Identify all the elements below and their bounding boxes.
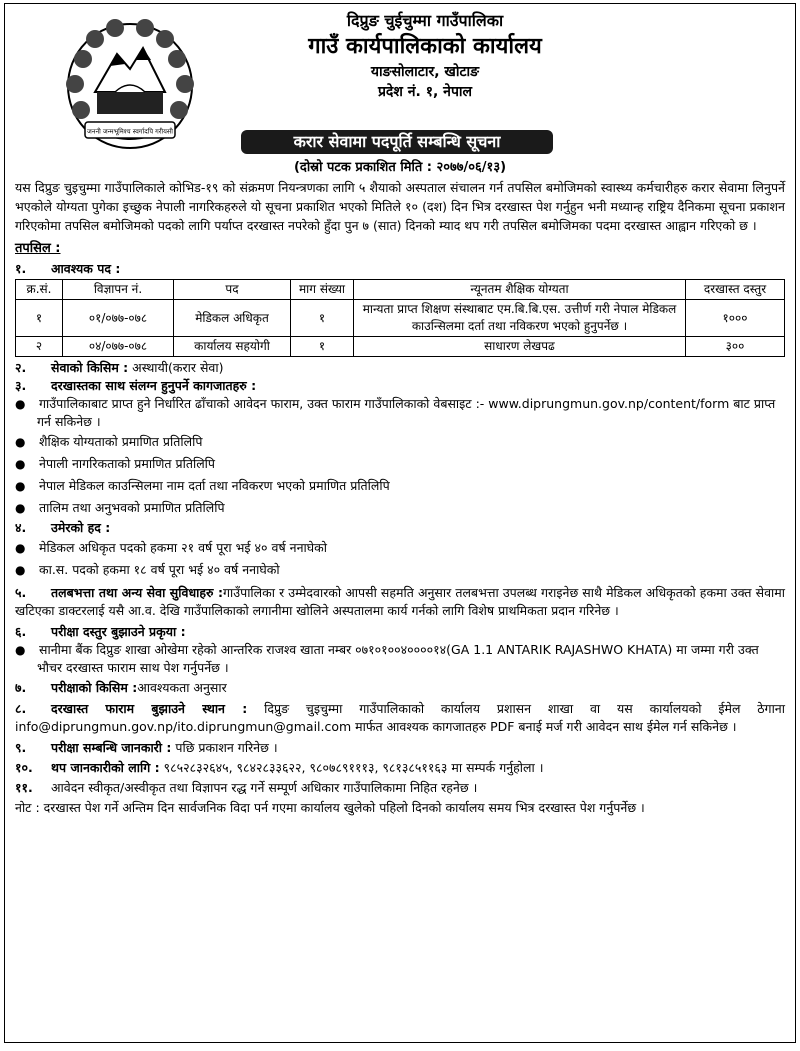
section-number: ७. [15,680,27,695]
section-11 [15,779,785,797]
section-label: परीक्षा दस्तुर बुझाउने प्रकृया : [51,624,186,639]
cell-post: मेडिकल अधिकृत [174,300,291,337]
fee-process-list [15,641,785,677]
notice-page [4,3,796,1043]
header [5,4,795,136]
list-item: ● शैक्षिक योग्यताको प्रमाणित प्रतिलिपि [37,431,785,453]
section-number: ४. [15,520,27,535]
intro-paragraph: यस दिप्रुङ चुइचुम्मा गाउँपालिकाले कोभिड-१९ को संक्रमण नियन्त्रणका लागि ५ शैयाको अस्पताल संचालन गर्न तपसिल बमोजिमको स्वास्थ्य कर्मचारीहरु करार सेवामा लिनुपर्ने भएकोले योग्यता पुगेका इच्छुक नेपाली नागरिकहरुले यो सूचना प्रकाशित भएको मितिले १० (दश) दिन भित्र दरखास्त पेश गर्नुहुन भनी मध्यान्ह राष्ट्रिय दैनिकमा सूचना प्रकाशन गरिएकोमा तपसिल बमोजिमको पदको लागि पर्याप्त दरखास्त नपरेको हुँदा पुन ७ (सात) दिनको म्याद थप गरी तपसिल बमोजिमका पदमा दरखास्त आह्वान गरिएको छ । [15,180,785,233]
section-3 [15,377,785,395]
cell-qualification: मान्यता प्राप्त शिक्षण संस्थाबाट एम.बि.बि.एस. उत्तीर्ण गरी नेपाल मेडिकल काउन्सिलमा दर्ता तथा नविकरण भएको हुनुपर्नेछ । [354,300,686,337]
list-item: ● मेडिकल अधिकृत पदको हकमा २१ वर्ष पूरा भई ४० वर्ष ननाघेको [37,537,785,559]
cell-qualification: साधारण लेखपढ [354,337,686,357]
cell-advert-no: ०१/०७७-०७८ [63,300,174,337]
documents-list [15,395,785,519]
section-number: ८. [15,701,27,716]
section-number: ३. [15,378,27,393]
list-item: ● नेपाली नागरिकताको प्रमाणित प्रतिलिपि [37,453,785,475]
section-1 [15,260,785,278]
municipality-name: दिप्रुङ चुईचुम्मा गाउँपालिका [346,11,504,30]
posts-table [15,279,785,357]
section-label: परीक्षाको किसिम : [51,680,138,695]
table-row [16,337,785,357]
cell-sn: २ [16,337,63,357]
section-label: थप जानकारीको लागि : [51,760,160,775]
section-9 [15,739,785,757]
list-item: ● सानीमा बैंक दिप्रुङ शाखा ओखेमा रहेको आन्तरिक राजश्व खाता नम्बर ०७१०१००४००००१४(GA 1.1 ANTARIK RAJASHWO KHATA) मा जम्मा गरी उक्त भौचर दरखास्त फाराम साथ पेश गर्नुपर्नेछ । [37,641,785,677]
notice-body [15,178,785,817]
table-row [16,300,785,337]
cell-sn: १ [16,300,63,337]
col-qualification: न्यूनतम शैक्षिक योग्यता [354,280,686,300]
section-label: दरखास्तका साथ संलग्न हुनुपर्ने कागजातहरु : [51,378,257,393]
section-text: दिप्रुङ चुइचुम्मा गाउँपालिकाको कार्यालय प्रशासन शाखा वा यस कार्यालयको ईमेल ठेगाना info@diprungmun.gov.np/ito.diprungmun@gmail.com मार्फत आवश्यक कागजातहरु PDF बनाई मर्ज गरी आवेदन साथ ईमेल गर्न सकिनेछ । [15,701,785,734]
section-number: ५. [15,585,27,600]
cell-fee: १००० [686,300,785,337]
section-number: ६. [15,624,27,639]
col-post: पद [174,280,291,300]
section-5 [15,584,785,620]
section-text: पछि प्रकाशन गरिनेछ । [171,740,278,755]
cell-fee: ३०० [686,337,785,357]
emblem-caption: जननी जन्मभूमिश्च स्वर्गादपि गरीयसी [87,127,173,136]
section-10 [15,759,785,777]
cell-demand: १ [291,337,354,357]
section-text: गाउँपालिका र उम्मेदवारको आपसी सहमति अनुसार तलबभत्ता उपलब्ध गराइनेछ साथै मेडिकल अधिकृतको हकमा उक्त सेवामा खटिएका डाक्टरलाई यसै आ.व. देखि गाउँपालिकाको लगानीमा खोलिने अस्पतालमा कार्य गर्नको लागि विशेष प्राथमिकता प्रदान गरिनेछ । [15,585,785,618]
cell-post: कार्यालय सहयोगी [174,337,291,357]
section-label: सेवाको किसिम : [51,360,129,375]
section-label: तलबभत्ता तथा अन्य सेवा सुविधाहरु : [51,585,223,600]
section-number: ९. [15,740,27,755]
section-number: २. [15,360,27,375]
section-6 [15,623,785,641]
age-limit-list [15,537,785,581]
section-2 [15,359,785,377]
section-4 [15,519,785,537]
section-number: १. [15,261,27,276]
office-heading [215,10,635,102]
list-item: ● गाउँपालिकाबाट प्राप्त हुने निर्धारित ढाँचाको आवेदन फाराम, उक्त फाराम गाउँपालिकाको वेबसाइट :- www.diprungmun.gov.np/content/form बाट प्राप्त गर्न सकिनेछ । [37,395,785,431]
cell-demand: १ [291,300,354,337]
tapasil-heading: तपसिल : [15,241,61,256]
office-address: याङसोलाटार, खोटाङ [370,64,480,80]
table-header-row [16,280,785,300]
section-text: आवश्यकता अनुसार [137,680,227,695]
col-demand: माग संख्या [291,280,354,300]
section-label: परीक्षा सम्बन्धि जानकारी : [51,740,172,755]
section-text: आवेदन स्वीकृत/अस्वीकृत तथा विज्ञापन रद्ध गर्ने सम्पूर्ण अधिकार गाउँपालिकामा निहित रहनेछ । [51,780,478,795]
footer-note: नोट : दरखास्त पेश गर्ने अन्तिम दिन सार्वजनिक विदा पर्न गएमा कार्यालय खुलेको पहिलो दिनको कार्यालय समय भित्र दरखास्त पेश गर्नुपर्नेछ । [15,800,645,815]
col-advert-no: विज्ञापन नं. [63,280,174,300]
section-text: अस्थायी(करार सेवा) [128,360,224,375]
section-text: ९८५२८३२६४५, ९८४२८३३६२२, ९८०७८९१११३, ९८१३८५११६३ मा सम्पर्क गर्नुहोला । [159,760,544,775]
nepal-emblem-icon [55,14,205,164]
section-number: ११. [15,780,33,795]
office-province: प्रदेश नं. १, नेपाल [377,84,473,100]
notice-title: करार सेवामा पदपूर्ति सम्बन्धि सूचना [241,130,553,154]
col-sn: क्र.सं. [16,280,63,300]
section-number: १०. [15,760,33,775]
section-label: दरखास्त फाराम बुझाउने स्थान : [51,701,248,716]
office-name: गाउँ कार्यपालिकाको कार्यालय [308,34,542,59]
list-item: ● नेपाल मेडिकल काउन्सिलमा नाम दर्ता तथा नविकरण भएको प्रमाणित प्रतिलिपि [37,475,785,497]
list-item: ● का.स. पदको हकमा १८ वर्ष पूरा भई ४० वर्ष ननाघेको [37,559,785,581]
cell-advert-no: ०४/०७७-०७८ [63,337,174,357]
publication-date: (दोस्रो पटक प्रकाशित मिति : २०७७/०६/१३) [293,160,507,175]
section-label: आवश्यक पद : [51,261,121,276]
section-8 [15,700,785,736]
col-fee: दरखास्त दस्तुर [686,280,785,300]
section-7 [15,679,785,697]
section-label: उमेरको हद : [51,520,111,535]
list-item: ● तालिम तथा अनुभवको प्रमाणित प्रतिलिपि [37,497,785,519]
